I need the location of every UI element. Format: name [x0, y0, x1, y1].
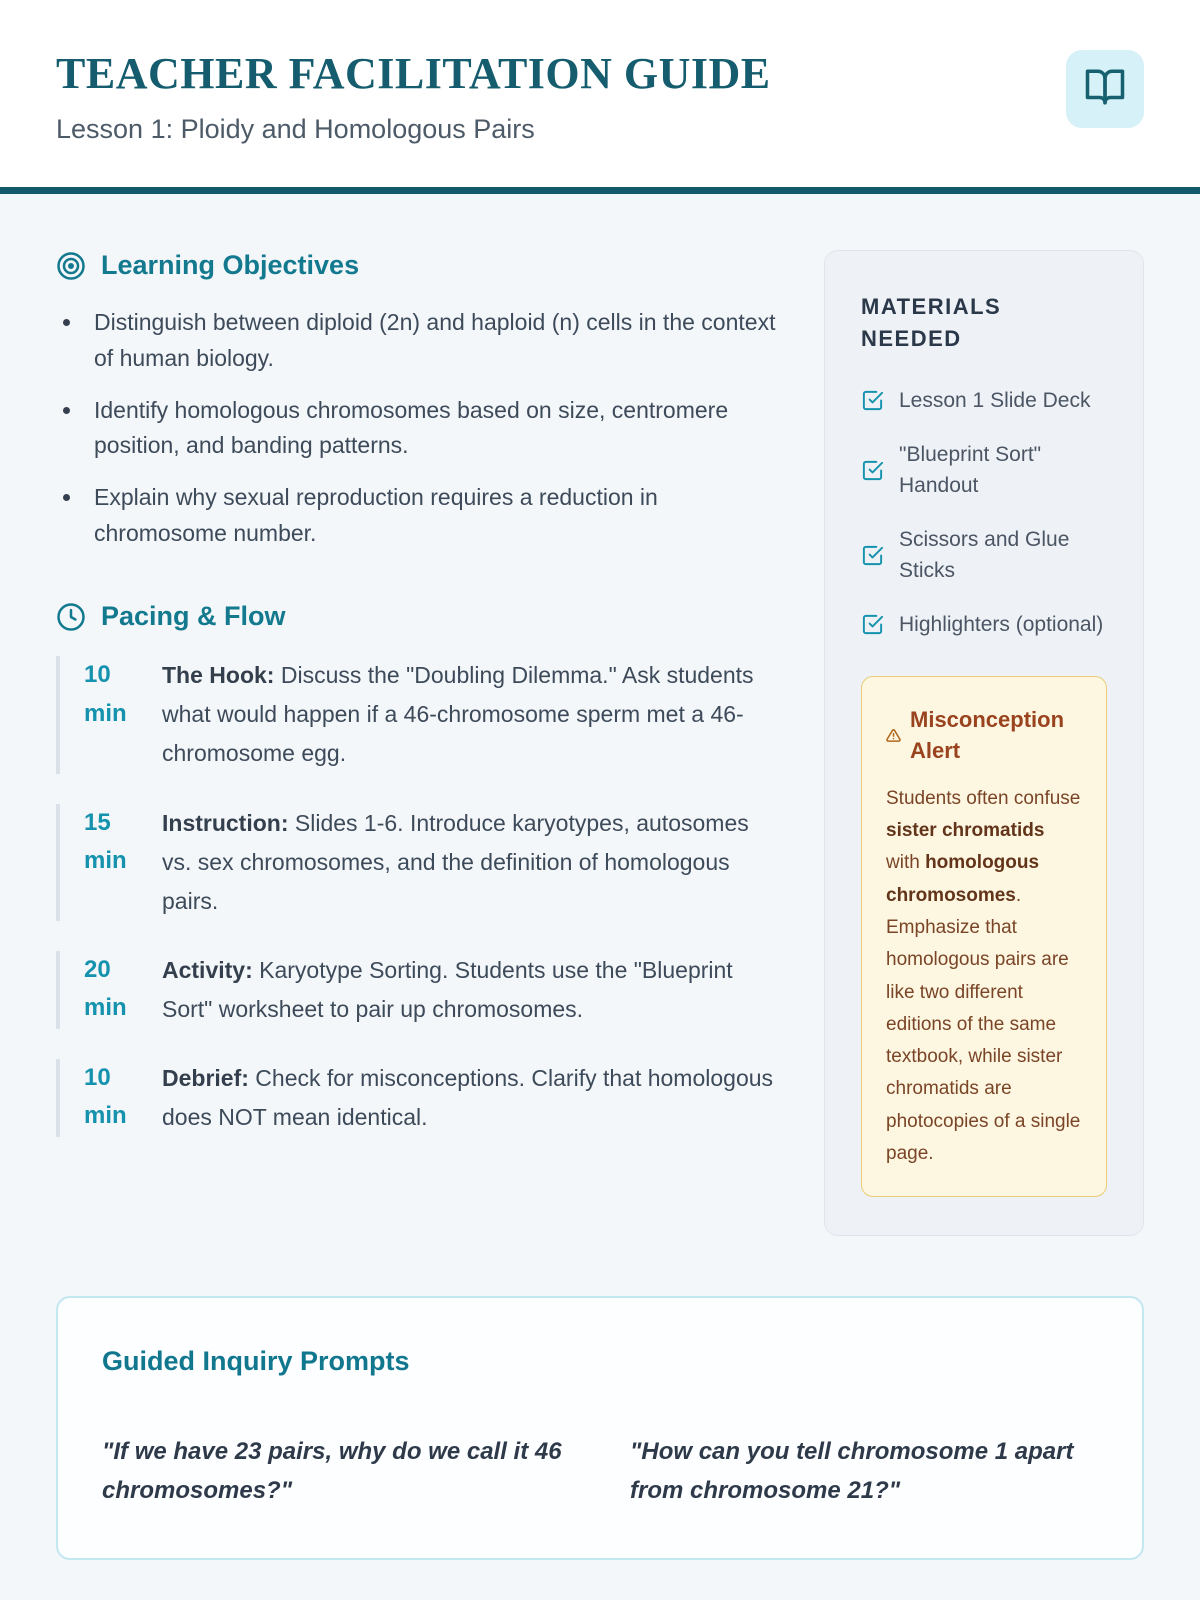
objective-item: • Explain why sexual reproduction requires a reduction in chromosome number.	[84, 480, 776, 551]
checklist-item	[861, 524, 1107, 587]
pacing-item	[56, 1059, 776, 1137]
checklist-item-label: "Blueprint Sort" Handout	[899, 442, 1042, 498]
pacing-description	[162, 1059, 776, 1137]
checklist-item	[861, 385, 1107, 417]
pacing-text: Check for misconceptions. Clarify that homologous does NOT mean identical.	[162, 1064, 774, 1131]
checklist-item-label: Scissors and Glue Sticks	[899, 527, 1070, 583]
page-title: TEACHER FACILITATION GUIDE	[56, 49, 771, 98]
misconception-text-segment: with	[886, 852, 926, 874]
pacing-description	[162, 951, 776, 1029]
objective-item: • Distinguish between diploid (2n) and haploid (n) cells in the context of human biology.	[84, 305, 776, 376]
header-text	[56, 50, 771, 145]
inquiry-prompt: "How can you tell chromosome 1 apart from chromosome 21?"	[630, 1438, 1074, 1504]
clock-icon	[56, 602, 86, 632]
pacing-heading	[56, 601, 776, 632]
pacing-item	[56, 804, 776, 921]
book-icon-badge	[1066, 50, 1144, 128]
pacing-time	[84, 656, 162, 773]
materials-sidebar	[824, 250, 1144, 1236]
misconception-alert-card	[861, 676, 1107, 1197]
guided-inquiry-grid	[102, 1433, 1098, 1510]
misconception-body	[886, 783, 1082, 1171]
misconception-bold-segment: sister chromatids	[886, 820, 1045, 842]
misconception-heading	[886, 705, 1082, 767]
objective-item: • Identify homologous chromosomes based on size, centromere position, and banding patterns.	[84, 393, 776, 464]
checklist-item-label: Highlighters (optional)	[899, 612, 1104, 636]
pacing-time-value: 20	[84, 955, 111, 983]
misconception-bold-segment: homologous chromosomes	[886, 852, 1040, 906]
misconception-text-segment: Students often confuse	[886, 787, 1081, 809]
check-square-icon	[861, 544, 884, 567]
pacing-time	[84, 951, 162, 1029]
left-column	[56, 250, 776, 1236]
pacing-text: Discuss the "Doubling Dilemma." Ask students what would happen if a 46-chromosome sperm met a 46-chromosome egg.	[162, 662, 754, 767]
materials-heading: MATERIALS NEEDED	[861, 294, 1002, 352]
pacing-time-value: 15	[84, 808, 111, 836]
pacing-description	[162, 804, 776, 921]
objectives-list	[56, 305, 776, 551]
pacing-time	[84, 804, 162, 921]
learning-objectives-section	[56, 250, 776, 551]
pacing-heading-label: Pacing & Flow	[101, 601, 286, 632]
pacing-text: Slides 1-6. Introduce karyotypes, autosomes vs. sex chromosomes, and the definition of homologous pairs.	[162, 809, 749, 914]
pacing-lead: Activity:	[162, 956, 253, 983]
guided-inquiry-heading: Guided Inquiry Prompts	[102, 1346, 410, 1377]
check-square-icon	[861, 459, 884, 482]
materials-checklist	[861, 385, 1107, 640]
pacing-time-value: 10	[84, 661, 111, 689]
learning-objectives-heading	[56, 250, 776, 281]
checklist-item-label: Lesson 1 Slide Deck	[899, 389, 1091, 413]
pacing-time-value: 10	[84, 1063, 111, 1091]
target-icon	[56, 251, 86, 281]
book-open-icon	[1084, 66, 1126, 113]
pacing-lead: The Hook:	[162, 662, 275, 689]
checklist-item	[861, 609, 1107, 641]
pacing-lead: Instruction:	[162, 809, 289, 836]
page-subtitle: Lesson 1: Ploidy and Homologous Pairs	[56, 114, 535, 145]
pacing-time	[84, 1059, 162, 1137]
pacing-section	[56, 601, 776, 1137]
pacing-time-unit: min	[84, 699, 127, 727]
check-square-icon	[861, 389, 884, 412]
pacing-lead: Debrief:	[162, 1064, 249, 1091]
pacing-time-unit: min	[84, 846, 127, 874]
misconception-heading-label: Misconception Alert	[910, 707, 1065, 763]
pacing-item	[56, 656, 776, 773]
pacing-description	[162, 656, 776, 773]
pacing-timeline	[56, 656, 776, 1137]
pacing-time-unit: min	[84, 994, 127, 1022]
learning-objectives-heading-label: Learning Objectives	[101, 250, 360, 281]
inquiry-prompt: "If we have 23 pairs, why do we call it 46 chromosomes?"	[102, 1438, 562, 1504]
checklist-item	[861, 439, 1107, 502]
pacing-item	[56, 951, 776, 1029]
pacing-text: Karyotype Sorting. Students use the "Blueprint Sort" worksheet to pair up chromosomes.	[162, 956, 733, 1022]
warning-triangle-icon	[886, 728, 901, 743]
main-content	[0, 194, 1200, 1236]
header-divider	[0, 187, 1200, 194]
header	[0, 0, 1200, 187]
check-square-icon	[861, 613, 884, 636]
guided-inquiry-card	[56, 1296, 1144, 1560]
misconception-text-segment: . Emphasize that homologous pairs are like two different editions of the same textbook, while sister chromatids are photocopies of a single page.	[886, 884, 1081, 1165]
pacing-time-unit: min	[84, 1102, 127, 1130]
